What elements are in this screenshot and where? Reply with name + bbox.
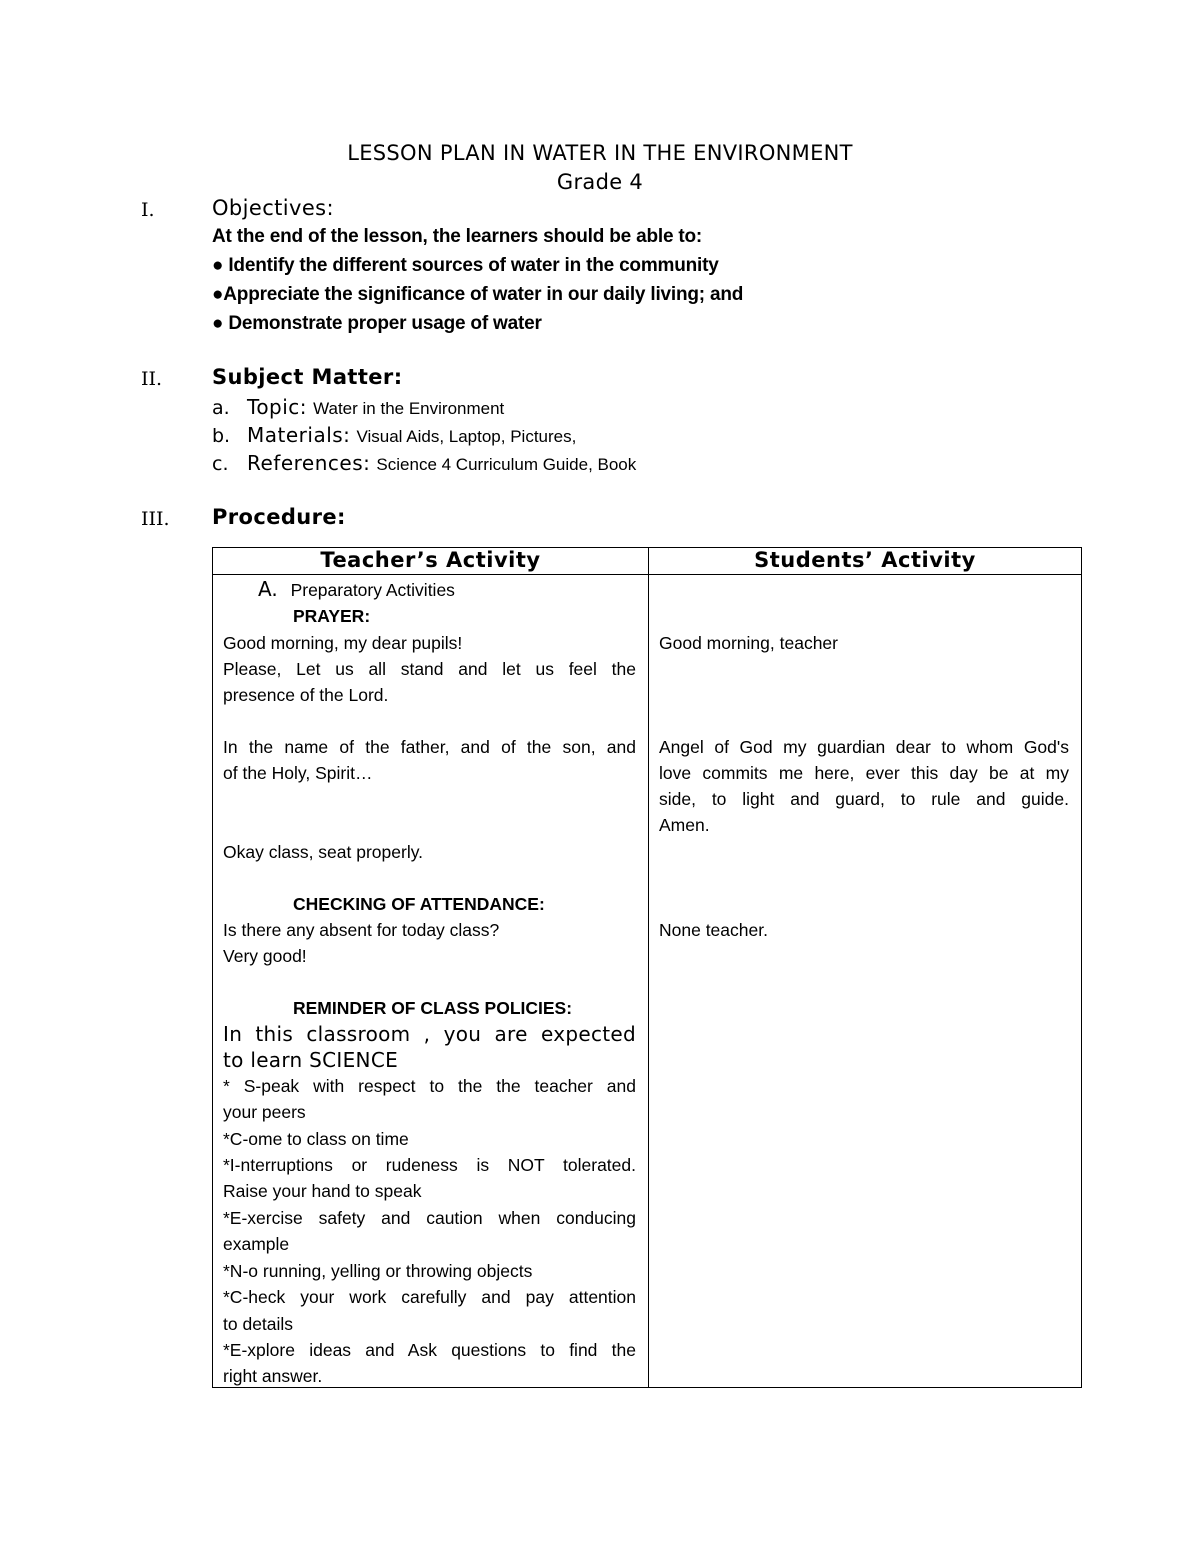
- teacher-activity-cell: [213, 575, 649, 1388]
- student-prayer-line: Angel of God my guardian dear to whom God's: [659, 737, 1069, 757]
- prayer-instruction: Please, Let us all stand and let us feel the: [223, 659, 636, 679]
- preparatory-activities: A. Preparatory Activities: [258, 577, 455, 601]
- student-attendance-answer: None teacher.: [659, 920, 768, 940]
- policy-line: example: [223, 1234, 290, 1254]
- prayer-heading: PRAYER:: [293, 606, 371, 626]
- objectives-heading: Objectives:: [212, 196, 334, 220]
- policy-line: *I-nterruptions or rudeness is NOT tolerated.: [223, 1155, 636, 1175]
- seat-instruction: Okay class, seat properly.: [223, 842, 424, 862]
- procedure-table: [212, 547, 1082, 1388]
- policy-line: right answer.: [223, 1366, 323, 1386]
- policy-line: *C-heck your work carefully and pay attention: [223, 1287, 636, 1307]
- subject-matter-heading: Subject Matter:: [212, 365, 403, 389]
- sign-of-cross: In the name of the father, and of the son, and: [223, 737, 636, 757]
- policy-line: * S-peak with respect to the the teacher and: [223, 1076, 636, 1096]
- policy-line: *E-xplore ideas and Ask questions to find the: [223, 1340, 636, 1360]
- policy-line: *E-xercise safety and caution when conducing: [223, 1208, 636, 1228]
- subject-materials: b. Materials: Visual Aids, Laptop, Pictures,: [212, 423, 577, 447]
- policies-intro-cont: to learn SCIENCE: [223, 1048, 399, 1072]
- objectives-intro: At the end of the lesson, the learners should be able to:: [212, 226, 703, 247]
- subject-topic: a. Topic: Water in the Environment: [212, 395, 505, 419]
- policies-intro: In this classroom , you are expected: [223, 1022, 636, 1046]
- policy-line: to details: [223, 1314, 294, 1334]
- very-good: Very good!: [223, 946, 307, 966]
- teacher-greeting: Good morning, my dear pupils!: [223, 633, 463, 653]
- policy-line: Raise your hand to speak: [223, 1181, 422, 1201]
- grade-label: Grade 4: [556, 170, 644, 194]
- students-activity-cell: [649, 575, 1082, 1388]
- procedure-heading: Procedure:: [212, 505, 346, 529]
- students-activity-header: Students’ Activity: [649, 548, 1082, 575]
- subject-matter-numeral: II.: [141, 368, 163, 390]
- lesson-title: LESSON PLAN IN WATER IN THE ENVIRONMENT: [347, 141, 853, 165]
- policies-heading: REMINDER OF CLASS POLICIES:: [293, 998, 573, 1018]
- objective-item: ● Identify the different sources of water in the community: [212, 255, 719, 276]
- policy-line: your peers: [223, 1102, 306, 1122]
- teacher-activity-header: Teacher’s Activity: [213, 548, 649, 575]
- attendance-heading: CHECKING OF ATTENDANCE:: [293, 894, 545, 914]
- procedure-numeral: III.: [141, 508, 170, 530]
- subject-references: c. References: Science 4 Curriculum Guide, Book: [212, 451, 637, 475]
- policy-line: *N-o running, yelling or throwing objects: [223, 1261, 533, 1281]
- attendance-question: Is there any absent for today class?: [223, 920, 500, 940]
- prayer-instruction-cont: presence of the Lord.: [223, 685, 389, 705]
- student-prayer-line: love commits me here, ever this day be at my: [659, 763, 1069, 783]
- objective-item: ●Appreciate the significance of water in our daily living; and: [212, 284, 744, 305]
- objectives-numeral: I.: [141, 199, 155, 221]
- student-greeting: Good morning, teacher: [659, 633, 838, 653]
- student-prayer-line: Amen.: [659, 815, 710, 835]
- student-prayer-line: side, to light and guard, to rule and guide.: [659, 789, 1069, 809]
- sign-of-cross-cont: of the Holy, Spirit…: [223, 763, 373, 783]
- policy-line: *C-ome to class on time: [223, 1129, 409, 1149]
- objective-item: ● Demonstrate proper usage of water: [212, 313, 542, 334]
